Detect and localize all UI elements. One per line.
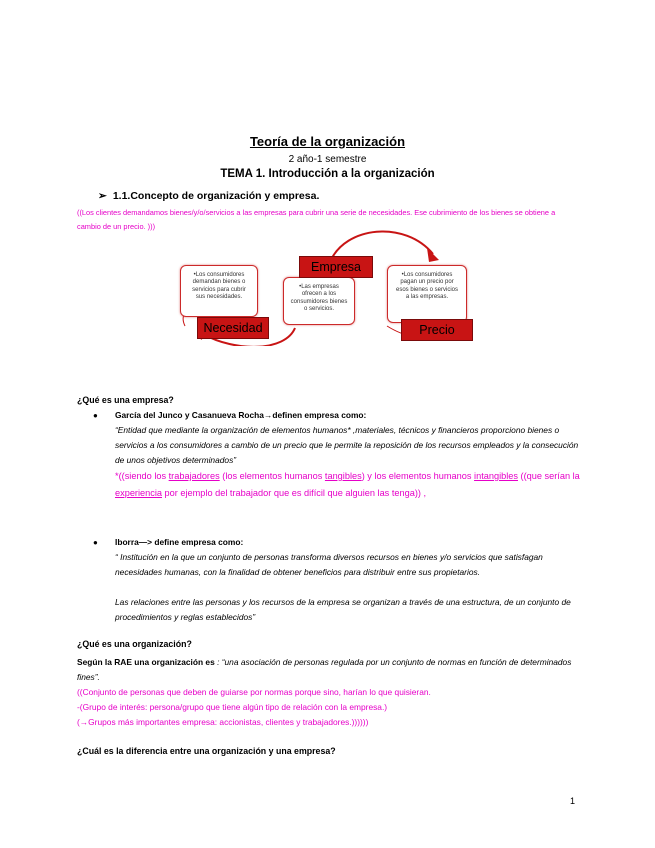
note-trabajadores: trabajadores (168, 471, 220, 481)
rae-def: : “una asociación de personas regulada por un conjunto de normas en función de determinados fines”. (77, 657, 572, 682)
garcia-author-line (115, 408, 366, 423)
org-note-2: -(Grupo de interés: persona/grupo que tiene algún tipo de relación con la empresa.) (77, 702, 388, 712)
question-empresa: ¿Qué es una empresa? (77, 395, 174, 405)
iborra-author: Iborra (115, 537, 139, 547)
org-note-1: ((Conjunto de personas que deben de guiarse por normas porque sino, harían lo que quisieran. (77, 687, 431, 697)
page-number: 1 (570, 796, 576, 806)
org-note-3: (→Grupos más importantes empresa: accionistas, clientes y trabajadores.)))))) (77, 717, 369, 727)
iborra-definition-2: Las relaciones entre las personas y los recursos de la empresa se organizan a través de una estructura, de un conjunto de procedimientos y reglas establecidos” (115, 597, 571, 622)
garcia-defines: →definen empresa como: (263, 410, 367, 420)
note-part: (los elementos humanos (219, 471, 325, 481)
arrow-bullet-icon: ➢ (98, 190, 107, 202)
cycle-diagram (175, 226, 475, 346)
question-diferencia: ¿Cuál es la diferencia entre una organización y una empresa? (77, 746, 336, 756)
garcia-note (115, 468, 580, 502)
note-part: ) y los elementos humanos (361, 471, 475, 481)
iborra-defines: —> define empresa como: (138, 537, 244, 547)
question-organizacion: ¿Qué es una organización? (77, 639, 192, 649)
note-experiencia: experiencia (115, 488, 162, 498)
note-tangibles: tangibles (324, 471, 362, 481)
bullet-icon: ● (93, 411, 98, 420)
tag-empresa: Empresa (299, 256, 373, 278)
section-note: ((Los clientes demandamos bienes/y/o/servicios a las empresas para cubrir una serie de necesidades. Ese cubrimiento de los bienes se obtiene a cambio de un precio. ))) (77, 208, 556, 231)
document-title: Teoría de la organización (249, 134, 406, 149)
section-heading-text: 1.1.Concepto de organización y empresa. (112, 190, 320, 202)
bullet-icon: ● (93, 538, 98, 547)
rae-definition (77, 655, 577, 685)
section-heading (98, 190, 319, 202)
note-intangibles: intangibles (474, 471, 518, 481)
rae-lead: Según la RAE una organización es (77, 657, 215, 667)
note-part: por ejemplo del trabajador que es difícil que alguien las tenga)) , (162, 488, 427, 498)
garcia-definition: “Entidad que mediante la organización de elementos humanos* ,materiales, técnicos y financieros proporciono bienes o servicios a los consumidores a cambio de un precio que le permite la reposición de los recursos empleados y la consecución de unos objetivos determinados” (115, 425, 579, 465)
iborra-author-line (115, 535, 243, 550)
tag-necesidad: Necesidad (197, 317, 269, 339)
garcia-authors: García del Junco y Casanueva Rocha (115, 410, 264, 420)
tag-precio: Precio (401, 319, 473, 341)
box-consumers-demand: •Los consumidores demandan bienes o servicios para cubrir sus necesidades. (180, 265, 258, 317)
note-part: *((siendo los (115, 471, 169, 481)
tema-heading: TEMA 1. Introducción a la organización (220, 168, 435, 180)
iborra-definition-1: “ Institución en la que un conjunto de personas transforma diversos recursos en bienes y/o servicios que satisfagan necesidades humanas, con la finalidad de obtener beneficios para distribuir entre sus propietarios. (115, 552, 543, 577)
box-companies-offer: •Las empresas ofrecen a los consumidores bienes o servicios. (283, 277, 355, 325)
box-consumers-pay: •Los consumidores pagan un precio por esos bienes o servicios a las empresas. (387, 265, 467, 323)
note-part: ((que serían la (517, 471, 580, 481)
document-subtitle: 2 año-1 semestre (288, 154, 367, 165)
